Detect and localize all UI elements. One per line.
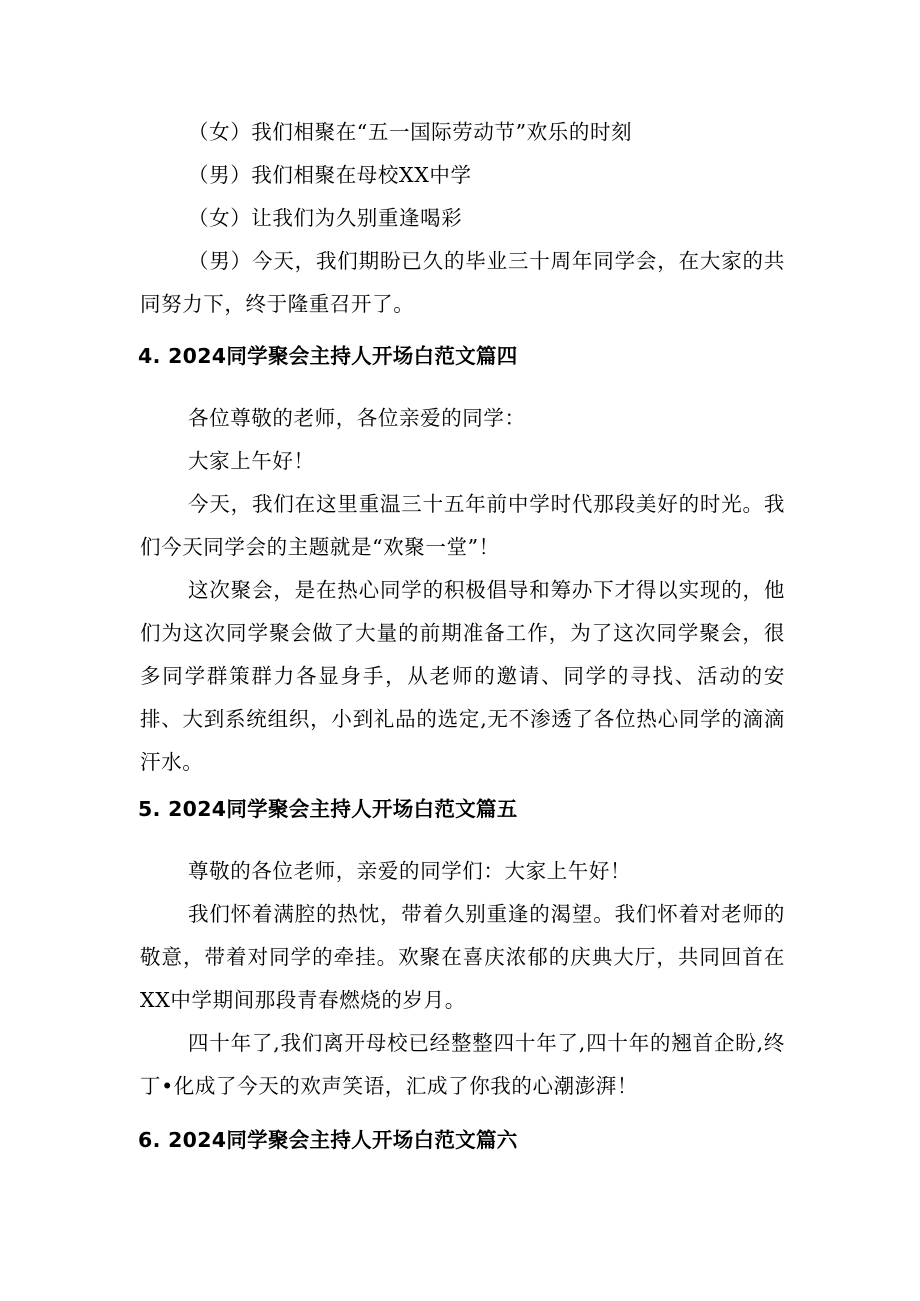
dialogue-line-1: （女）我们相聚在“五一国际劳动节”欢乐的时刻 (188, 120, 633, 144)
greeting-paragraph-5: 尊敬的各位老师，亲爱的同学们：大家上午好！ (188, 859, 632, 883)
theme-paragraph: 今天，我们在这里重温三十五年前中学时代那段美好的时光。我们今天同学会的主题就是“欢聚一堂”！ (140, 492, 785, 559)
reunion-paragraph: 我们怀着满腔的热忱，带着久别重逢的渴望。我们怀着对老师的敬意，带着对同学的牵挂。欢聚在喜庆浓郁的庆典大厅，共同回首在XX中学期间那段青春燃烧的岁月。 (140, 902, 785, 1012)
section-heading-4: 4. 2024同学聚会主持人开场白范文篇四 (138, 344, 518, 368)
organizers-paragraph: 这次聚会，是在热心同学的积极倡导和筹办下才得以实现的，他们为这次同学聚会做了大量的前期准备工作，为了这次同学聚会，很多同学群策群力各显身手，从老师的邀请、同学的寻找、活动的安排、大到系统组织，小到礼品的选定,无不渗透了各位热心同学的滴滴汗水。 (140, 578, 785, 774)
dialogue-line-4: （男）今天，我们期盼已久的毕业三十周年同学会，在大家的共同努力下，终于隆重召开了。 (140, 249, 785, 316)
dialogue-line-2: （男）我们相聚在母校XX中学 (188, 163, 472, 187)
forty-years-paragraph: 四十年了,我们离开母校已经整整四十年了,四十年的翘首企盼,终丁•化成了今天的欢声笑语，汇成了你我的心潮澎湃！ (140, 1031, 785, 1098)
section-heading-6: 6. 2024同学聚会主持人开场白范文篇六 (138, 1128, 518, 1152)
greeting-paragraph: 各位尊敬的老师，各位亲爱的同学： (188, 406, 526, 430)
dialogue-line-3: （女）让我们为久别重逢喝彩 (188, 206, 463, 230)
good-morning-paragraph: 大家上午好！ (188, 449, 315, 473)
section-heading-5: 5. 2024同学聚会主持人开场白范文篇五 (138, 797, 518, 821)
